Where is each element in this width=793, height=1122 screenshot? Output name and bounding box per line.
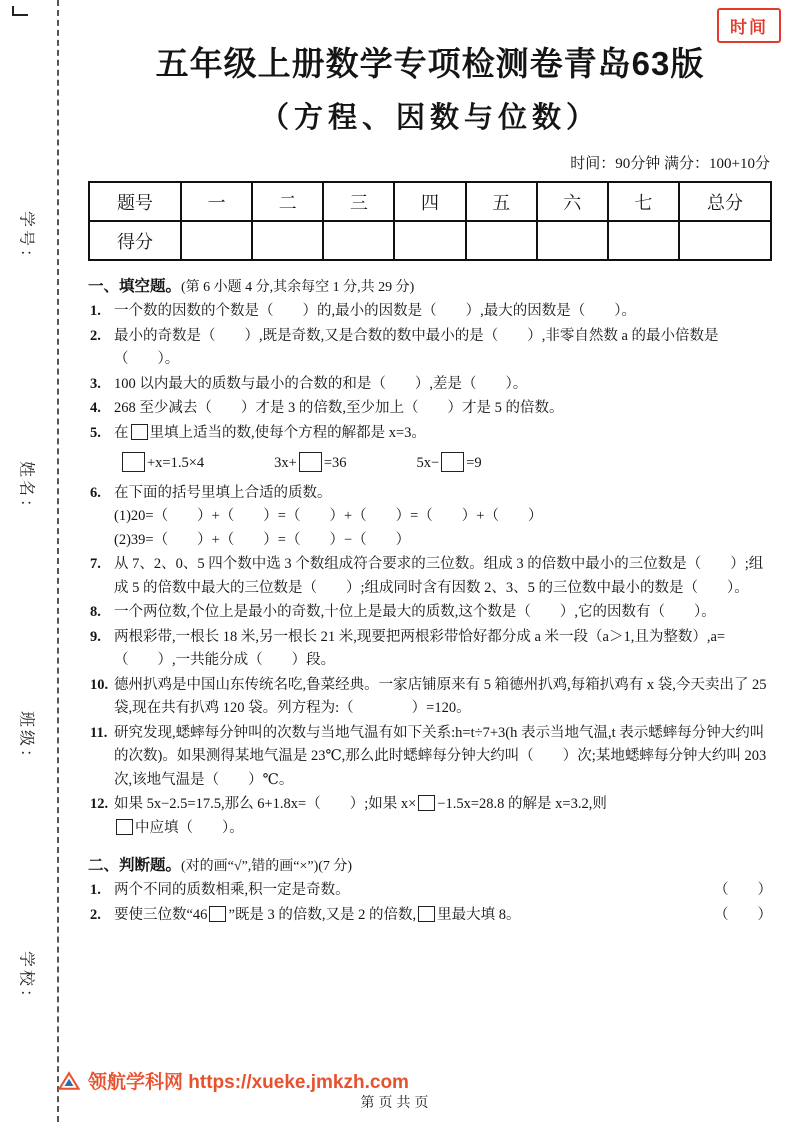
text-run: 最小的奇数是（ ）,既是奇数,又是合数的数中最小的是（ ）,非零自然数 a 的最小倍数是（ ）。 [114, 327, 719, 367]
question-number: 12. [90, 796, 109, 812]
text-run: =9 [466, 455, 482, 471]
question-line [114, 325, 772, 372]
text-run: 100 以内最大的质数与最小的合数的和是（ ）,差是（ ）。 [114, 375, 528, 392]
fill-in-box [131, 424, 148, 440]
score-table [88, 181, 772, 261]
side-label-name: 姓名： [17, 460, 35, 518]
text-run: =36 [323, 455, 347, 471]
section1-title: 一、填空题。 [88, 278, 182, 295]
text-run: 在 [114, 424, 129, 441]
section1-note: (第 6 小题 4 分,其余每空 1 分,共 29 分) [181, 280, 415, 295]
question-number: 8. [90, 604, 101, 620]
answer-bracket: （ ） [714, 906, 772, 923]
question-item [88, 601, 772, 625]
score-table-cell [252, 221, 323, 260]
text-run: 里填上适当的数,使每个方程的解都是 x=3。 [149, 424, 426, 441]
text-run: 研究发现,蟋蟀每分钟叫的次数与当地气温有如下关系:h=t÷7+3(h 表示当地气温,t 表示蟋蟀每分钟大约叫的次数)。如果测得某地气温是 23℃,那么此时蟋蟀每分钟大约叫（ ）次;某地蟋蟀每分钟大约叫 203 次,该地气温是（ ）℃。 [114, 724, 767, 788]
question-item [88, 722, 772, 793]
question-number: 11. [90, 724, 108, 741]
text-run: ”既是 3 的倍数,又是 2 的倍数, [228, 906, 417, 923]
side-label-school: 学校： [17, 950, 35, 1008]
score-table-cell [394, 221, 465, 260]
question-item [88, 397, 772, 421]
score-table-cell: 一 [181, 182, 252, 221]
score-table-cell: 五 [466, 182, 537, 221]
fill-in-box [299, 452, 322, 472]
binding-dashed-line [57, 0, 59, 1122]
fill-in-box [418, 795, 435, 811]
question-line [114, 553, 772, 600]
question-number: 6. [90, 484, 101, 501]
corner-crop-mark [12, 6, 28, 16]
text-run: 5x− [416, 455, 440, 471]
score-table-header-row [89, 182, 771, 221]
text-run: 中应填（ ）。 [135, 819, 244, 836]
fill-in-box [209, 906, 226, 922]
question-number: 10. [90, 676, 109, 693]
question-line [114, 373, 772, 397]
exam-meta-info: 时间：90分钟 满分：100+10分 [570, 156, 770, 172]
text-run: −1.5x=28.8 的解是 x=3.2,则 [437, 796, 607, 812]
question-line [114, 422, 772, 446]
score-table-cell: 三 [323, 182, 394, 221]
section1-heading [88, 274, 772, 296]
score-table-cell: 六 [537, 182, 608, 221]
text-run: 两个不同的质数相乘,积一定是奇数。 [114, 882, 350, 898]
question-line [114, 505, 772, 529]
question-line [114, 601, 772, 625]
question-number: 1. [90, 303, 101, 319]
text-run: 一个两位数,个位上是最小的奇数,十位上是最大的质数,这个数是（ ）,它的因数有（ ）。 [114, 604, 716, 620]
corner-stamp-label: 时间 [730, 18, 768, 37]
page-title: 五年级上册数学专项检测卷青岛63版 [155, 45, 705, 82]
question-line [114, 722, 772, 793]
question-line [114, 626, 772, 673]
question-item [88, 879, 772, 903]
question-number: 2. [90, 327, 101, 344]
score-table-cell: 得分 [89, 221, 181, 260]
section1-question-list [88, 300, 772, 840]
question-number: 5. [90, 424, 101, 441]
score-table-cell: 七 [608, 182, 679, 221]
fill-in-box [116, 819, 133, 835]
score-table-cell [608, 221, 679, 260]
text-run: 要使三位数“46 [114, 906, 208, 923]
section2-note: (对的画“√”,错的画“×”)(7 分) [181, 859, 353, 874]
score-table-cell: 题号 [89, 182, 181, 221]
page-number: 第页共页 [360, 1096, 433, 1111]
fill-in-box [122, 452, 145, 472]
section2-heading [88, 853, 772, 875]
question-line [114, 445, 772, 481]
site-logo-icon [58, 1071, 80, 1091]
question-item [88, 325, 772, 372]
question-number: 1. [90, 882, 101, 898]
question-number: 3. [90, 375, 101, 392]
question-item [88, 482, 772, 553]
score-table-cell: 二 [252, 182, 323, 221]
text-run: 3x+ [274, 455, 297, 471]
question-line [114, 482, 772, 506]
score-table-score-row [89, 221, 771, 260]
score-table-cell [466, 221, 537, 260]
text-run: 一个数的因数的个数是（ ）的,最小的因数是（ ）,最大的因数是（ ）。 [114, 303, 636, 319]
section2-question-list [88, 879, 772, 927]
question-line [114, 879, 772, 903]
site-link[interactable]: 领航学科网 https://xueke.jmkzh.com [88, 1072, 409, 1093]
answer-bracket: （ ） [714, 882, 772, 898]
question-number: 9. [90, 628, 101, 645]
text-run: 在下面的括号里填上合适的质数。 [114, 484, 332, 501]
text-run: 从 7、2、0、5 四个数中选 3 个数组成符合要求的三位数。组成 3 的倍数中最小的三位数是（ ）;组成 5 的倍数中最大的三位数是（ ）;组成同时含有因数 2、3、5 的三位数中最小的数是（ ）。 [114, 556, 764, 596]
footer-site [58, 1067, 409, 1094]
score-table-cell [181, 221, 252, 260]
question-line [114, 904, 772, 928]
question-number: 4. [90, 400, 101, 416]
score-table-cell [537, 221, 608, 260]
question-line [114, 793, 772, 817]
text-run: +x=1.5×4 [147, 455, 205, 471]
fill-in-box [441, 452, 464, 472]
paper-content [88, 26, 772, 927]
question-number: 7. [90, 556, 101, 572]
score-table-cell: 四 [394, 182, 465, 221]
fill-in-box [418, 906, 435, 922]
question-item [88, 904, 772, 928]
text-run: 里最大填 8。 [437, 906, 521, 923]
text-run: (1)20=（ ）+（ ）=（ ）+（ ）=（ ）+（ ） [114, 508, 543, 524]
question-line [114, 817, 772, 841]
side-label-class: 班级： [17, 710, 35, 768]
question-line [114, 397, 772, 421]
text-run: 德州扒鸡是中国山东传统名吃,鲁菜经典。一家店铺原来有 5 箱德州扒鸡,每箱扒鸡有 x 袋,今天卖出了 25 袋,现在共有扒鸡 120 袋。列方程为:（ ）=120。 [114, 676, 767, 716]
question-item [88, 674, 772, 721]
text-run: 如果 5x−2.5=17.5,那么 6+1.8x=（ ）;如果 x× [114, 796, 417, 812]
question-item [88, 553, 772, 600]
score-table-cell: 总分 [679, 182, 771, 221]
page-subtitle: （方程、因数与位数） [259, 102, 600, 134]
text-run: (2)39=（ ）+（ ）=（ ）−（ ） [114, 531, 411, 548]
question-item [88, 793, 772, 840]
side-label-student-id: 学号： [17, 210, 35, 268]
question-line [114, 529, 772, 553]
question-number: 2. [90, 906, 101, 923]
question-line [114, 300, 772, 324]
question-item [88, 626, 772, 673]
text-run: 268 至少减去（ ）才是 3 的倍数,至少加上（ ）才是 5 的倍数。 [114, 400, 564, 416]
question-item [88, 373, 772, 397]
section2-title: 二、判断题。 [88, 857, 182, 874]
text-run: 两根彩带,一根长 18 米,另一根长 21 米,现要把两根彩带恰好都分成 a 米一段（a＞1,且为整数）,a=（ ）,一共能分成（ ）段。 [114, 628, 726, 668]
question-line [114, 674, 772, 721]
question-item [88, 300, 772, 324]
question-item [88, 422, 772, 481]
score-table-cell [679, 221, 771, 260]
score-table-cell [323, 221, 394, 260]
